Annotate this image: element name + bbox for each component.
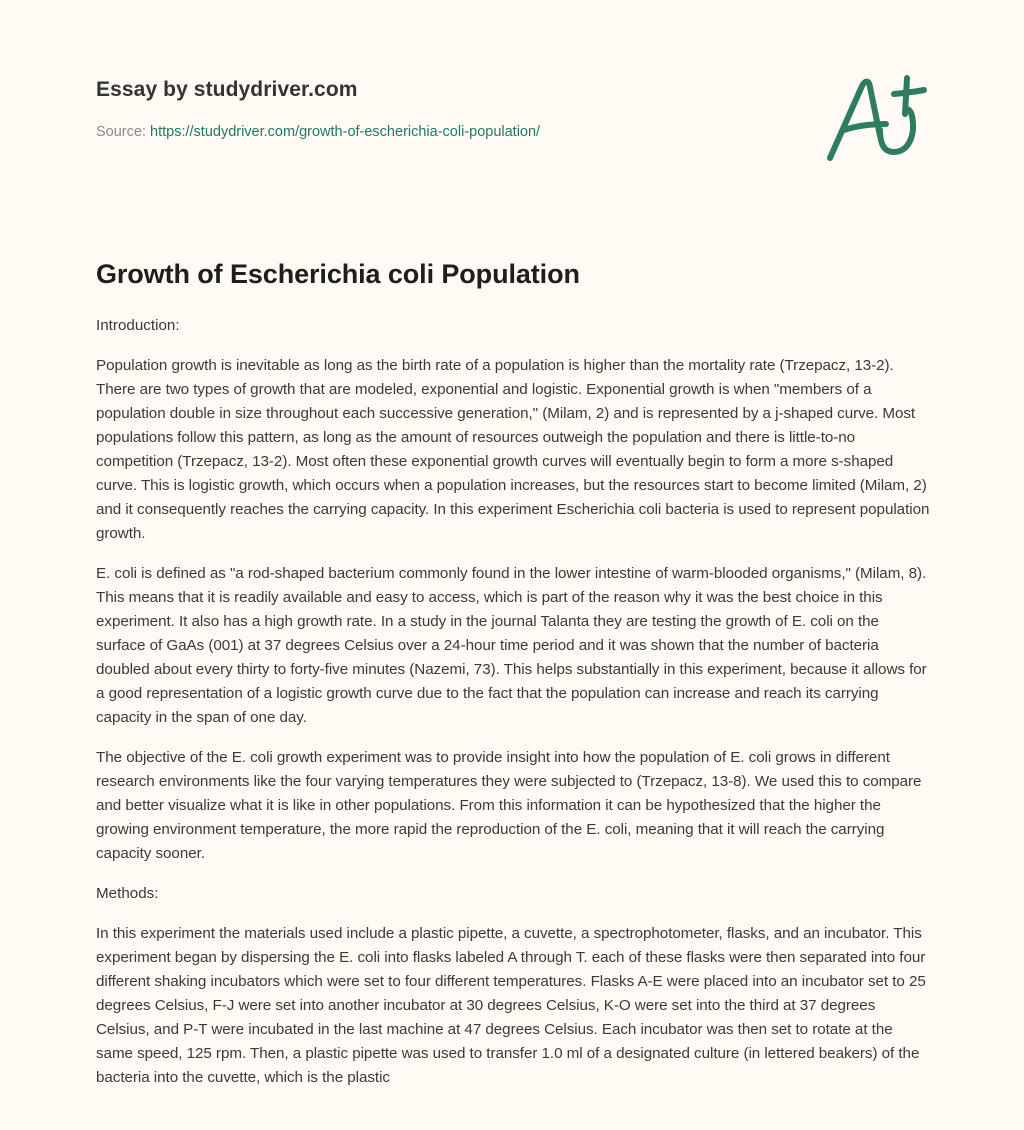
section-heading-introduction: Introduction: [96, 317, 180, 334]
source-label: Source: [96, 124, 146, 140]
section-heading-methods: Methods: [96, 885, 159, 902]
paragraph: E. coli is defined as "a rod-shaped bacterium commonly found in the lower intestine of warm-blooded organisms," (Milam, 8). This means that it is readily available and easy to access, which is part of the reason why it was the best choice in this experiment. It also has a high growth rate. In a study in the journal Talanta they are testing the growth of E. coli on the surface of GaAs (001) at 37 degrees Celsius over a 24-hour time period and it was shown that the number of bacteria doubled about every thirty to forty-five minutes (Nazemi, 73). This helps substantially in this experiment, because it allows for a good representation of a logistic growth curve due to the fact that the population can increase and reach its carrying capacity in the span of one day. [96, 565, 927, 726]
article [96, 252, 932, 1106]
paragraph: The objective of the E. coli growth experiment was to provide insight into how the population of E. coli grows in different research environments like the four varying temperatures they were subjected to (Trzepacz, 13-8). We used this to compare and better visualize what it is like in other populations. From this information it can be hypothesized that the higher the growing environment temperature, the more rapid the reproduction of the E. coli, meaning that it will reach the carrying capacity sooner. [96, 749, 922, 862]
site-header [96, 76, 796, 142]
paragraph: In this experiment the materials used include a plastic pipette, a cuvette, a spectrophotometer, flasks, and an incubator. This experiment began by dispersing the E. coli into flasks labeled A through T. each of these flasks were then separated into four different shaking incubators which were set to four different temperatures. Flasks A-E were placed into an incubator set to 25 degrees Celsius, F-J were set into another incubator at 30 degrees Celsius, K-O were set into the third at 37 degrees Celsius, and P-T were incubated in the last machine at 47 degrees Celsius. Each incubator was then set to rotate at the same speed, 125 rpm. Then, a plastic pipette was used to transfer 1.0 ml of a designated culture (in lettered beakers) of the bacteria into the cuvette, which is the plastic [96, 925, 926, 1086]
source-line [96, 122, 796, 142]
article-title: Growth of Escherichia coli Population [96, 259, 580, 289]
paragraph: Population growth is inevitable as long as the birth rate of a population is higher than the mortality rate (Trzepacz, 13-2). There are two types of growth that are modeled, exponential and logistic. Exponential growth is when "members of a population double in size throughout each successive generation," (Milam, 2) and is represented by a j-shaped curve. Most populations follow this pattern, as long as the amount of resources outweigh the population and there is little-to-no competition (Trzepacz, 13-2). Most often these exponential growth curves will eventually begin to form a more s-shaped curve. This is logistic growth, which occurs when a population increases, but the resources start to become limited (Milam, 2) and it consequently reaches the carrying capacity. In this experiment Escherichia coli bacteria is used to represent population growth. [96, 357, 930, 542]
source-link[interactable]: https://studydriver.com/growth-of-escherichia-coli-population/ [150, 124, 541, 140]
a-plus-grade-icon [822, 66, 932, 166]
brand-title: Essay by studydriver.com [96, 78, 358, 101]
